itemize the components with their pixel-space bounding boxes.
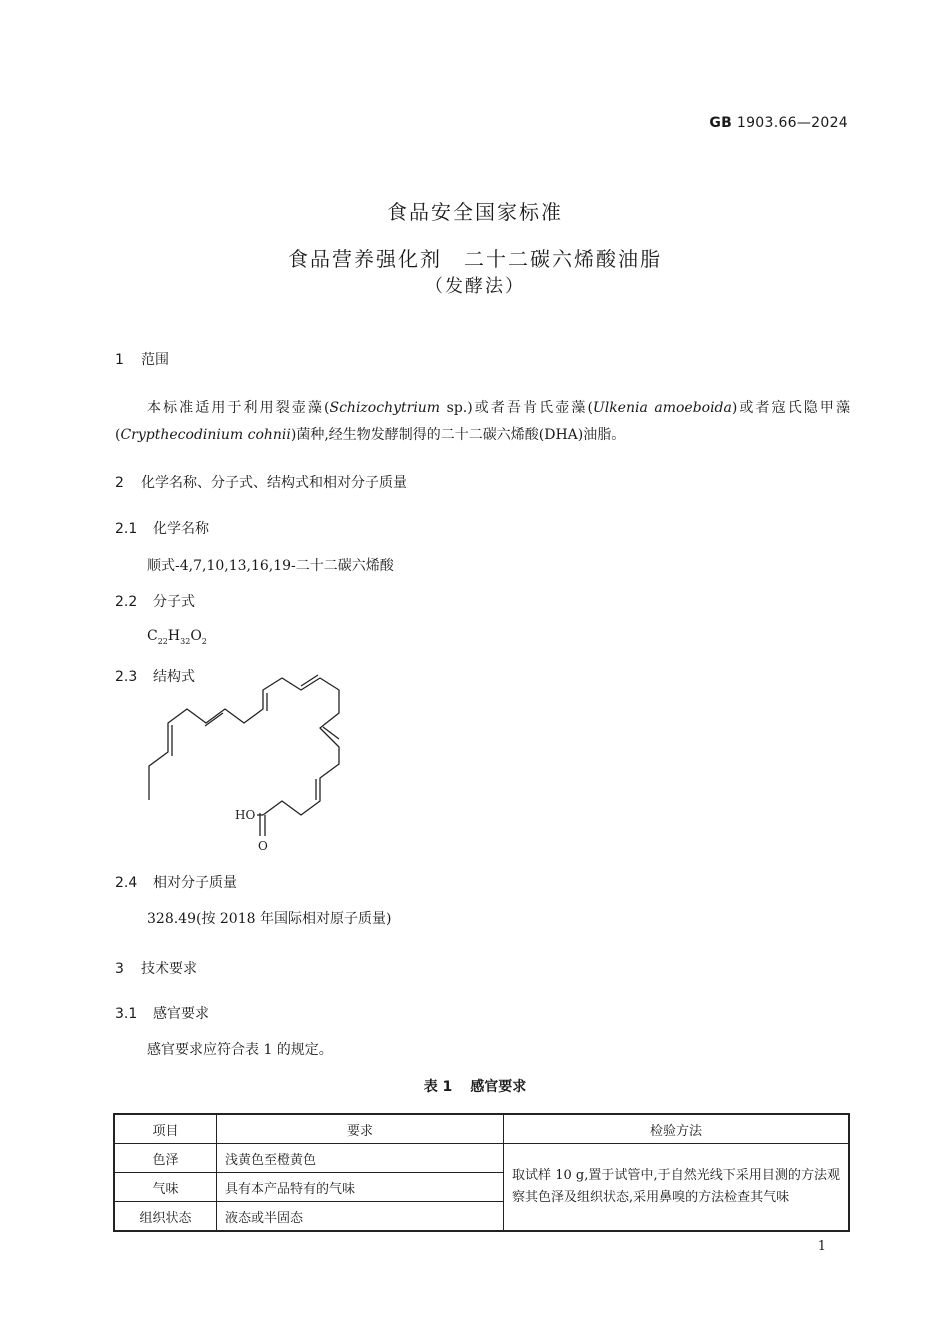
table-row: [114, 1144, 849, 1173]
test-method: 取试样 10 g,置于试管中,于自然光线下采用目测的方法观察其色泽及组织状态,采用鼻嗅的方法检查其气味: [504, 1144, 850, 1232]
section-1-heading: 1 范围: [115, 352, 169, 368]
molecular-formula: $C_{22}H_{32}O_2$: [147, 628, 207, 646]
document-title: 食品安全国家标准: [387, 200, 563, 224]
header-method: 检验方法: [504, 1114, 850, 1144]
section-2-heading: 2 化学名称、分子式、结构式和相对分子质量: [115, 475, 407, 491]
section-3-1-text: 感官要求应符合表 1 的规定。: [147, 1042, 333, 1058]
sensory-requirements-table: [113, 1113, 850, 1232]
chemical-name: 顺式-4,7,10,13,16,19-二十二碳六烯酸: [147, 558, 394, 574]
row-requirement: 具有本产品特有的气味: [217, 1173, 504, 1202]
section-3-1-heading: 3.1 感官要求: [115, 1006, 209, 1022]
header-requirement: 要求: [217, 1114, 504, 1144]
section-1-paragraph: 本标准适用于利用裂壶藻(Schizochytrium sp.)或者吾肯氏壶藻(Ulkenia amoeboida)或者寇氏隐甲藻(Crypthecodinium cohnii)菌种,经生物发酵制得的二十二碳六烯酸(DHA)油脂。: [115, 400, 850, 443]
row-requirement: 液态或半固态: [217, 1202, 504, 1232]
carbonyl-oxygen-label: O: [258, 839, 268, 853]
relative-molecular-mass: 328.49(按 2018 年国际相对原子质量): [147, 911, 392, 927]
section-2-2-heading: 2.2 分子式: [115, 594, 195, 610]
hydroxyl-label: HO: [235, 808, 256, 822]
standard-number: GB 1903.66—2024: [709, 115, 848, 131]
row-item: 组织状态: [114, 1202, 217, 1232]
row-item: 色泽: [114, 1144, 217, 1173]
row-item: 气味: [114, 1173, 217, 1202]
table-1-caption: 表 1 感官要求: [423, 1079, 527, 1095]
section-3-heading: 3 技术要求: [115, 961, 197, 977]
table-header-row: [114, 1114, 849, 1144]
section-2-1-heading: 2.1 化学名称: [115, 521, 209, 537]
page-number: 1: [817, 1239, 826, 1254]
document-subtitle-method: （发酵法）: [425, 276, 525, 297]
header-item: 项目: [114, 1114, 217, 1144]
section-2-3-heading: 2.3 结构式: [115, 669, 195, 685]
row-requirement: 浅黄色至橙黄色: [217, 1144, 504, 1173]
document-subtitle: 食品营养强化剂 二十二碳六烯酸油脂: [288, 247, 662, 271]
section-2-4-heading: 2.4 相对分子质量: [115, 875, 237, 891]
